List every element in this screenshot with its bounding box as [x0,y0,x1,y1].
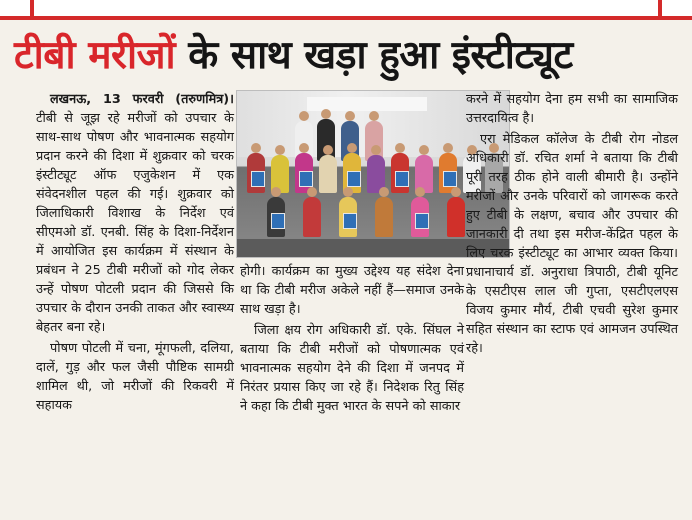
photo-bag [443,171,457,187]
column1-para2: पोषण पोटली में चना, मूंगफली, दलिया, दालें, गुड़ और फल जैसी पौष्टिक सामग्री शामिल थी, जो मरीजों की रिकवरी में सहायक [36,341,234,413]
photo-person-head [323,145,333,155]
photo-person [375,197,393,237]
column2-para2: जिला क्षय रोग अधिकारी डॉ. एके. सिंघल ने बताया कि टीबी मरीजों को पोषणात्मक एवं भावनात्मक सहयोग देने की दिशा में जनपद में निरंतर प्रयास किए जा रहे हैं। निदेशक रितु सिंह ने कहा कि टीबी मुक्त भारत के सपने को साकार [240,323,464,414]
photo-person [303,197,321,237]
photo-person-head [275,145,285,155]
photo-person-head [415,187,425,197]
headline [14,26,684,86]
photo-person-head [343,187,353,197]
photo-person-head [379,187,389,197]
photo-person-head [345,111,355,121]
photo-bag [347,171,361,187]
photo-person [319,155,337,193]
photo-person-head [371,145,381,155]
headline-black-part: के साथ खड़ा हुआ इंस्टीट्यूट [188,33,573,78]
column1-para1-text: टीबी से जूझ रहे मरीजों को उपचार के साथ-साथ पोषण और भावनात्मक सहयोग प्रदान करने की दिशा में शुक्रवार को चरक इंस्टीट्यूट ऑफ एजुकेशन में एक संवेदनशील पहल की गई। शुक्रवार को जिलाधिकारी विशाख के निर्देश एवं सीएमओ डॉ. एनबी. सिंह के दिशा-निर्देशन में आयोजित इस कार्यक्रम में संस्थान के प्रबंधन ने 25 टीबी मरीजों को गोद लेकर उन्हें पोषण पोटली प्रदान की जिससे कि उपचार के दौरान उनकी ताकत और स्वास्थ्य बेहतर बना रहे। [36,111,234,335]
photo-person-head [369,111,379,121]
photo-person-head [443,143,453,153]
column3-para1: करने में सहयोग देना हम सभी का सामाजिक उत्तरदायित्व है। [466,92,678,126]
article-column-1 [36,90,234,505]
dateline: लखनऊ, 13 फरवरी (तरुणमित्र)। [50,92,234,107]
photo-bag [343,213,357,229]
photo-person-head [271,187,281,197]
photo-person-head [347,143,357,153]
article-column-3 [466,90,678,505]
headline-red-part: टीबी मरीजों [14,33,176,78]
photo-bag [299,171,313,187]
column1-para1 [36,90,234,337]
article-column-2 [240,262,464,502]
photo-bag [395,171,409,187]
column3-para2: एरा मेडिकल कॉलेज के टीबी रोग नोडल अधिकारी डॉ. रचित शर्मा ने बताया कि टीबी पूरी तरह ठीक होने वाली बीमारी है। उन्होंने मरीजों और उनके परिवारों को जागरूक करते हुए टीबी के लक्षण, बचाव और उपचार की जानकारी दी तथा इस मरीज-केंद्रित पहल के लिए चरक इंस्टीट्यूट का आभार व्यक्त किया। प्रधानाचार्य डॉ. अनुराधा त्रिपाठी, टीबी यूनिट के एसटीएस लाल जी गुप्ता, एसटीएलएस विजय कुमार मौर्य, टीबी एचवी सुरेश कुमार सहित संस्थान का स्टाफ एवं आमजन उपस्थित रहे। [466,132,678,356]
photo-person-head [251,143,261,153]
top-red-rule [0,0,692,20]
photo-person-head [419,145,429,155]
photo-person-head [299,143,309,153]
photo-person-head [451,187,461,197]
photo-person-head [395,143,405,153]
photo-person-head [321,109,331,119]
column2-para1: होगी। कार्यक्रम का मुख्य उद्देश्य यह संदेश देना था कि टीबी मरीज अकेले नहीं हैं—समाज उनके साथ खड़ा है। [240,264,464,317]
photo-person-head [299,111,309,121]
photo-bag [415,213,429,229]
photo-person [447,197,465,237]
photo-person-head [307,187,317,197]
photo-bag [271,213,285,229]
photo-bag [251,171,265,187]
